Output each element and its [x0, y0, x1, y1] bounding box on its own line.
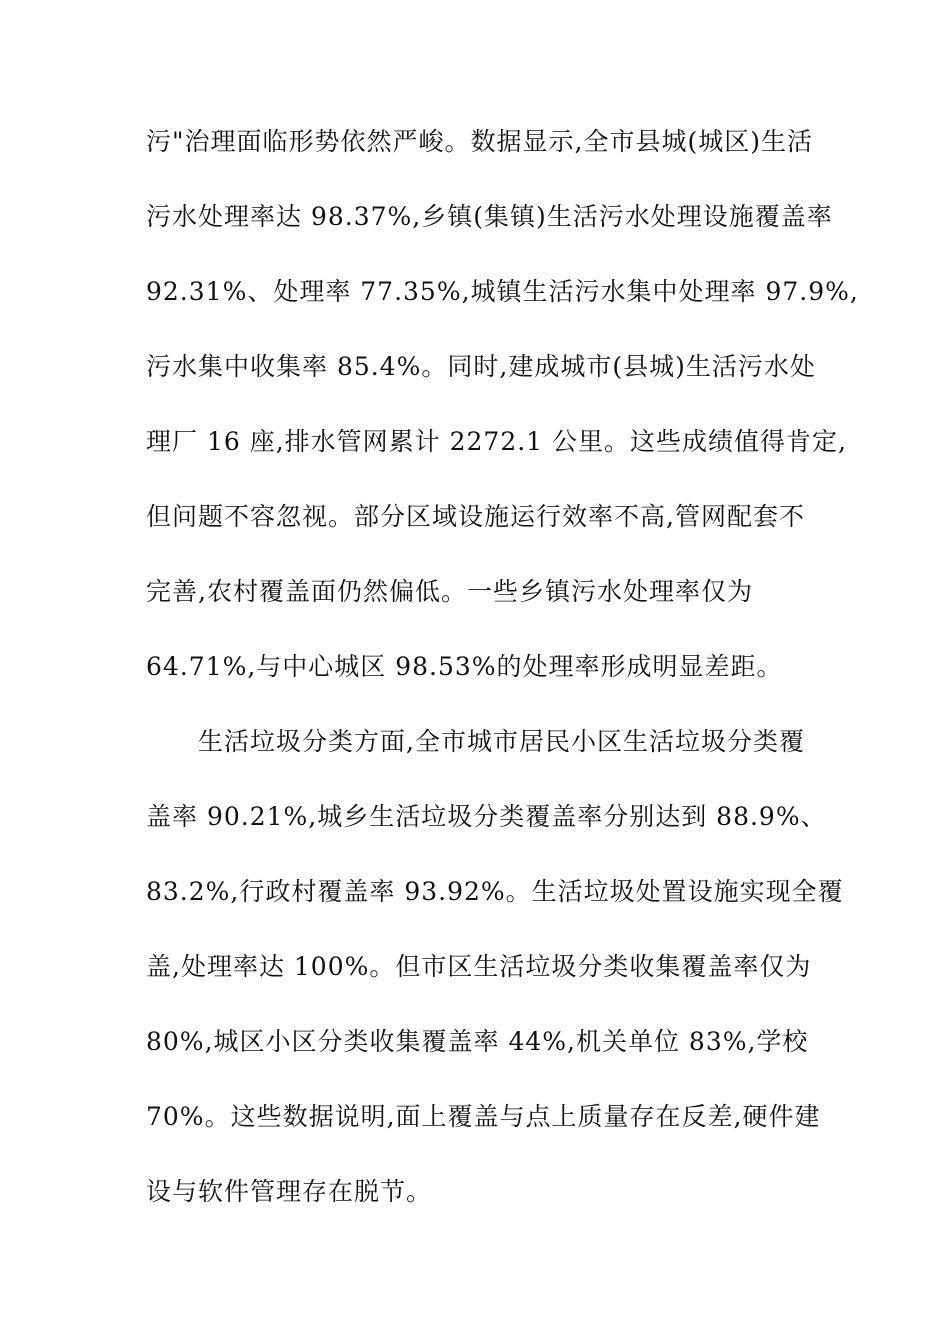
text-line: 但问题不容忽视。部分区域设施运行效率不高,管网配套不: [146, 502, 805, 531]
text-line: 理厂 16 座,排水管网累计 2272.1 公里。这些成绩值得肯定,: [146, 427, 847, 456]
text-line: 80%,城区小区分类收集覆盖率 44%,机关单位 83%,学校: [146, 1027, 809, 1056]
text-line: 污水处理率达 98.37%,乡镇(集镇)生活污水处理设施覆盖率: [146, 202, 833, 231]
text-line: 盖率 90.21%,城乡生活垃圾分类覆盖率分别达到 88.9%、: [146, 802, 827, 831]
paragraph-sewage: [146, 104, 859, 704]
paragraph-garbage-sorting: [146, 704, 844, 1229]
text-line: 盖,处理率达 100%。但市区生活垃圾分类收集覆盖率仅为: [146, 952, 812, 981]
text-line: 设与软件管理存在脱节。: [146, 1177, 433, 1206]
document-body: [146, 104, 859, 1229]
text-line: 污"治理面临形势依然严峻。数据显示,全市县城(城区)生活: [146, 127, 813, 156]
text-line: 83.2%,行政村覆盖率 93.92%。生活垃圾处置设施实现全覆: [146, 877, 844, 906]
text-line: 70%。这些数据说明,面上覆盖与点上质量存在反差,硬件建: [146, 1102, 821, 1131]
text-line: 92.31%、处理率 77.35%,城镇生活污水集中处理率 97.9%,: [146, 277, 859, 306]
text-line: 污水集中收集率 85.4%。同时,建成城市(县城)生活污水处: [146, 352, 816, 381]
text-line: 完善,农村覆盖面仍然偏低。一些乡镇污水处理率仅为: [146, 577, 753, 606]
text-line: 64.71%,与中心城区 98.53%的处理率形成明显差距。: [146, 652, 783, 681]
text-line-first: 生活垃圾分类方面,全市城市居民小区生活垃圾分类覆: [198, 727, 805, 756]
